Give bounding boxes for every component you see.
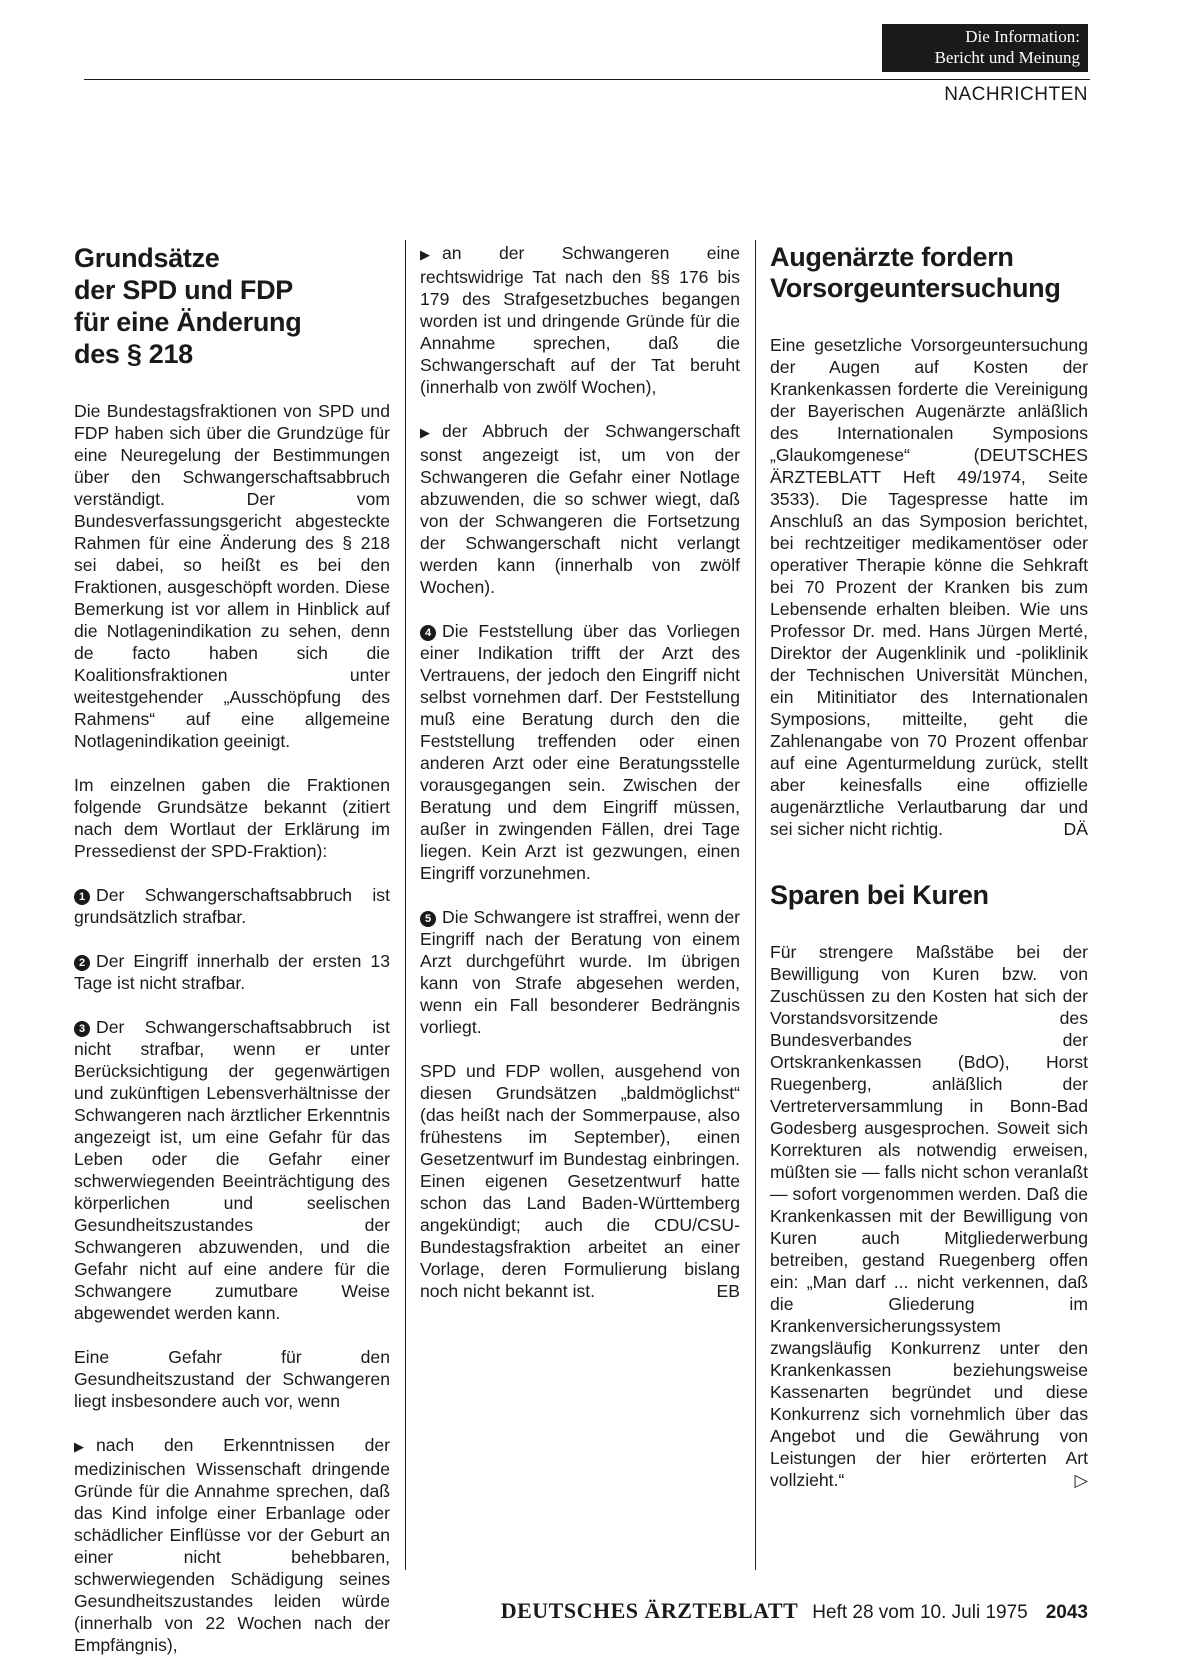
article1-item3-text: Der Schwangerschaftsabbruch ist nicht strafbar, wenn er unter Berücksichtigung der gegenwärtigen und zukünftigen Lebensverhältnisse der Schwangeren nach ärztlicher Erkenntnis angezeigt ist, um eine Gefahr für das Leben oder die Gefahr einer schwerwiegenden Beeinträchtigung des körperlichen und seelischen Gesundheitszustandes der Schwangeren abzuwenden, und die Gefahr nicht auf eine andere für die Schwangere zumutbare Weise abgewendet werden kann. [74, 1017, 390, 1323]
article1-item4-text: Die Feststellung über das Vorliegen einer Indikation trifft der Arzt des Vertrauens, der jedoch den Eingriff nicht selbst vornehmen darf. Der Feststellung muß eine Beratung durch den die Feststellung treffenden oder einen anderen Arzt oder eine Beratungsstelle vorausgegangen sein. Zwischen der Beratung und dem Eingriff müssen, außer in zwingenden Fällen, drei Tage liegen. Kein Arzt ist gezwungen, einen Eingriff vorzunehmen. [420, 621, 740, 883]
header-box-line1: Die Information: [965, 27, 1080, 46]
article3-title: Sparen bei Kuren [770, 880, 989, 910]
article3-body-text: Für strengere Maßstäbe bei der Bewilligung von Kuren bzw. von Zuschüssen zu den Kosten hat sich der Vorstandsvorsitzende des Bundesverbandes der Ortskrankenkassen (BdO), Horst Ruegenberg, anläßlich der Vertreterversammlung in Bonn-Bad Godesberg ausgesprochen. Soweit sich Korrekturen als notwendig erweisen, müßten sie — falls nicht schon veranlaßt — sofort vorgenommen werden. Daß die Krankenkassen mit der Bewilligung von Kuren auch Mitgliederwerbung betreiben, gestand Ruegenberg offen ein: „Man darf ... nicht verkennen, daß die Gliederung im Krankenversicherungssystem zwangsläufig Konkurrenz unter den Krankenkassen beziehungsweise Kassenarten begründet und diese Konkurrenz sich vornehmlich über das Angebot und die Gewährung von Leistungen der hier erörterten Art vollzieht.“ [770, 942, 1088, 1490]
article3-body [770, 941, 1088, 1491]
article1-paragraph3: Eine Gefahr für den Gesundheitszustand der Schwangeren liegt insbesondere auch vor, wenn [74, 1347, 390, 1411]
issue-info: Heft 28 vom 10. Juli 1975 [812, 1602, 1028, 1623]
article1-bullet3-text: der Abbruch der Schwangerschaft sonst angezeigt ist, um von der Schwangeren die Gefahr einer Notlage abzuwenden, die so schwer wiegt, daß von der Schwangeren die Fortsetzung der Schwangerschaft nicht verlangt werden kann (innerhalb von zwölf Wochen). [420, 421, 740, 597]
article2-body [770, 334, 1088, 840]
article1-item5-text: Die Schwangere ist straffrei, wenn der Eingriff nach der Beratung von einem Arzt durchgeführt wurde. Im übrigen kann von Strafe abgesehen werden, wenn ein Fall besonderer Bedrängnis vorliegt. [420, 907, 740, 1037]
article1-paragraph2: Im einzelnen gaben die Fraktionen folgende Grundsätze bekannt (zitiert nach dem Wortlaut der Erklärung im Pressedienst der SPD-Fraktion): [74, 775, 390, 861]
article2-body-text: Eine gesetzliche Vorsorgeuntersuchung der Augen auf Kosten der Krankenkassen forderte die Vereinigung der Bayerischen Augenärzte anläßlich des Internationalen Symposions „Glaukomgenese“ (DEUTSCHES ÄRZTEBLATT Heft 49/1974, Seite 3533). Die Tagespresse hatte im Anschluß an das Symposion berichtet, bei rechtzeitiger medikamentöser oder operativer Therapie könne die Sehkraft bei 70 Prozent der Kranken bis zum Lebensende erhalten bleiben. Wie uns Professor Dr. med. Hans Jürgen Merté, Direktor der Augenklinik und -poliklinik der Technischen Universität München, ein Mitinitiator des Internationalen Symposions, mitteilte, geht die Zahlenangabe von 70 Prozent offenbar auf eine Agenturmeldung zurück, stellt aber keinesfalls eine offizielle augenärztliche Verlautbarung dar und sei sicher nicht richtig. [770, 335, 1088, 839]
section-label: NACHRICHTEN [944, 84, 1088, 105]
article1-item2 [74, 950, 390, 994]
triangle-bullet-icon: ▶ [74, 1439, 84, 1454]
column-divider-1 [405, 240, 406, 1570]
article1-item4 [420, 620, 740, 884]
article1-title-line2: der SPD und FDP [74, 275, 294, 305]
article2-title [770, 242, 1088, 304]
article1-closing-text: SPD und FDP wollen, ausgehend von diesen Grundsätzen „baldmöglichst“ (das heißt nach der Sommerpause, also frühestens im September), einen Gesetzentwurf im Bundestag einbringen. Einen eigenen Gesetzentwurf hatte schon das Land Baden-Württemberg angekündigt; auch die CDU/CSU-Bundestagsfraktion arbeitet an einer Vorlage, deren Formulierung bislang noch nicht bekannt ist. [420, 1061, 740, 1301]
article1-bullet1-text: nach den Erkenntnissen der medizinischen Wissenschaft dringende Gründe für die Annahme sprechen, daß das Kind infolge einer Erbanlage oder schädlicher Einflüsse vor der Geburt an einer nicht behebbaren, schwerwiegenden Schädigung seines Gesundheitszustandes leiden würde (innerhalb von 22 Wochen nach der Empfängnis), [74, 1435, 390, 1655]
article1-title [74, 242, 390, 370]
column-divider-2 [755, 240, 756, 1570]
article2-title-line1: Augenärzte fordern [770, 242, 1014, 272]
number-badge-icon: 5 [420, 911, 436, 927]
continue-arrow-icon: ▷ [1074, 1470, 1088, 1490]
article1-bullet3 [420, 420, 740, 598]
header-rule [84, 79, 1090, 80]
column3 [770, 242, 1088, 1491]
page-number: 2043 [1045, 1602, 1088, 1623]
article1-item1 [74, 884, 390, 928]
number-badge-icon: 2 [74, 955, 90, 971]
page-footer [472, 1598, 1088, 1624]
article1-column2 [420, 242, 740, 1302]
article2-title-line2: Vorsorgeuntersuchung [770, 273, 1061, 303]
article1-column1 [74, 242, 390, 1656]
article1-closing [420, 1060, 740, 1302]
section-header-box [882, 24, 1088, 72]
article1-bullet2 [420, 242, 740, 398]
article1-bullet2-text: an der Schwangeren eine rechtswidrige Tat nach den §§ 176 bis 179 des Strafgesetzbuches begangen worden ist und dringende Gründe für die Annahme sprechen, daß die Schwangerschaft auf der Tat beruht (innerhalb von zwölf Wochen), [420, 243, 740, 397]
number-badge-icon: 4 [420, 625, 436, 641]
journal-name: DEUTSCHES ÄRZTEBLATT [500, 1598, 799, 1623]
article2-signature: DÄ [1063, 819, 1088, 839]
triangle-bullet-icon: ▶ [420, 247, 430, 262]
article1-bullet1 [74, 1434, 390, 1656]
article1-item1-text: Der Schwangerschaftsabbruch ist grundsätzlich strafbar. [74, 885, 390, 927]
header-box-line2: Bericht und Meinung [934, 48, 1080, 67]
article1-item3 [74, 1016, 390, 1324]
number-badge-icon: 3 [74, 1021, 90, 1037]
article1-title-line3: für eine Änderung [74, 307, 302, 337]
article1-item2-text: Der Eingriff innerhalb der ersten 13 Tage ist nicht strafbar. [74, 951, 390, 993]
triangle-bullet-icon: ▶ [420, 425, 430, 440]
article1-intro: Die Bundestagsfraktionen von SPD und FDP haben sich über die Grundzüge für eine Neuregelung der Bestimmungen über den Schwangerschaftsabbruch verständigt. Der vom Bundesverfassungsgericht abgesteckte Rahmen für eine Änderung des § 218 sei dabei, so heißt es bei den Fraktionen, ausgeschöpft worden. Diese Bemerkung ist vor allem in Hinblick auf die Notlagenindikation zu sehen, denn de facto haben sich die Koalitionsfraktionen unter weitestgehender „Ausschöpfung des Rahmens“ auf eine allgemeine Notlagenindikation geeinigt. [74, 401, 390, 751]
article1-item5 [420, 906, 740, 1038]
article1-signature: EB [716, 1281, 740, 1301]
article1-title-line4: des § 218 [74, 339, 193, 369]
article1-title-line1: Grundsätze [74, 243, 220, 273]
number-badge-icon: 1 [74, 889, 90, 905]
